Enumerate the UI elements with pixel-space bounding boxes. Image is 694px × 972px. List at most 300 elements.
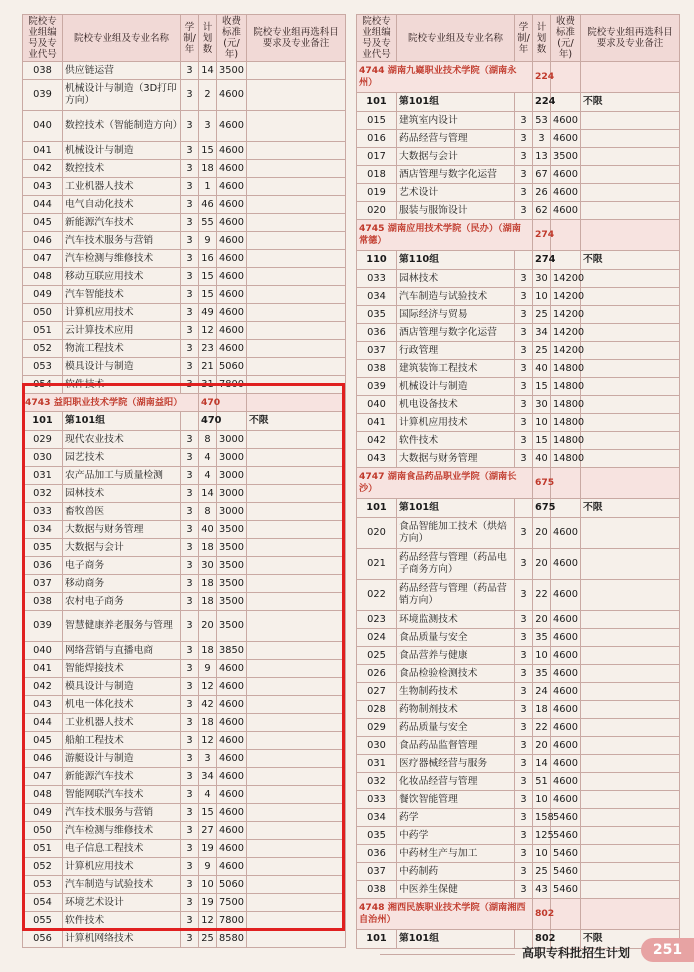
major-fee: 5060 (217, 358, 247, 376)
major-name: 行政管理 (397, 342, 515, 360)
table-row (23, 485, 346, 503)
major-code: 037 (23, 575, 63, 593)
major-name: 计算机应用技术 (63, 304, 181, 322)
major-code: 020 (357, 518, 397, 549)
major-note (247, 503, 346, 521)
major-note (247, 80, 346, 111)
major-plan: 4 (199, 467, 217, 485)
major-note (247, 642, 346, 660)
group-note: 不限 (581, 93, 680, 112)
table-row (23, 858, 346, 876)
major-note (247, 268, 346, 286)
major-years: 3 (515, 396, 533, 414)
major-code: 033 (357, 270, 397, 288)
major-fee: 7800 (217, 912, 247, 930)
major-code: 044 (23, 196, 63, 214)
major-code: 053 (23, 358, 63, 376)
major-fee: 4600 (217, 160, 247, 178)
table-body-right (357, 62, 680, 949)
major-years: 3 (515, 306, 533, 324)
major-name: 中医养生保健 (397, 881, 515, 899)
major-plan: 10 (533, 288, 551, 306)
major-fee: 4600 (551, 719, 581, 737)
major-code: 039 (357, 378, 397, 396)
group-note: 不限 (581, 499, 680, 518)
major-name: 网络营销与直播电商 (63, 642, 181, 660)
major-plan: 22 (533, 580, 551, 611)
major-code: 034 (357, 809, 397, 827)
major-fee: 4600 (217, 286, 247, 304)
table-row (23, 876, 346, 894)
major-years: 3 (515, 324, 533, 342)
major-fee: 3500 (217, 575, 247, 593)
major-plan: 20 (199, 611, 217, 642)
major-fee: 4600 (217, 80, 247, 111)
major-years: 3 (181, 660, 199, 678)
major-note (247, 142, 346, 160)
major-plan: 125 (533, 827, 551, 845)
major-years: 3 (181, 431, 199, 449)
table-row (23, 214, 346, 232)
major-plan: 18 (199, 642, 217, 660)
major-fee: 4600 (217, 250, 247, 268)
group-code: 101 (357, 930, 397, 949)
major-plan: 30 (533, 396, 551, 414)
major-code: 052 (23, 340, 63, 358)
table-row (23, 80, 346, 111)
major-name: 新能源汽车技术 (63, 768, 181, 786)
major-note (247, 467, 346, 485)
table-row (357, 863, 680, 881)
major-years: 3 (181, 858, 199, 876)
major-fee: 3000 (217, 449, 247, 467)
major-name: 食品质量与安全 (397, 629, 515, 647)
group-name: 第101组 (397, 930, 515, 949)
major-name: 食品检验检测技术 (397, 665, 515, 683)
major-years: 3 (181, 196, 199, 214)
table-row (23, 268, 346, 286)
major-note (581, 809, 680, 827)
major-note (247, 214, 346, 232)
major-plan: 67 (533, 166, 551, 184)
major-plan: 35 (533, 665, 551, 683)
major-code: 051 (23, 322, 63, 340)
major-code: 053 (23, 876, 63, 894)
major-note (247, 732, 346, 750)
major-name: 中药学 (397, 827, 515, 845)
major-fee: 4600 (551, 580, 581, 611)
table-row (23, 750, 346, 768)
major-note (247, 196, 346, 214)
major-code: 047 (23, 768, 63, 786)
institution-name: 4747 湖南食品药品职业学院（湖南长沙） (357, 468, 533, 499)
major-note (247, 804, 346, 822)
table-row (23, 768, 346, 786)
table-row (23, 322, 346, 340)
table-row (23, 611, 346, 642)
right-column (356, 14, 680, 949)
major-years: 3 (181, 304, 199, 322)
major-fee: 4600 (217, 678, 247, 696)
major-name: 汽车制造与试验技术 (63, 876, 181, 894)
major-fee: 14800 (551, 378, 581, 396)
major-code: 035 (23, 539, 63, 557)
major-code: 033 (357, 791, 397, 809)
major-note (581, 580, 680, 611)
table-row (357, 701, 680, 719)
major-name: 化妆品经营与管理 (397, 773, 515, 791)
footer-title: 高职专科批招生计划 (522, 946, 631, 960)
major-code: 022 (357, 580, 397, 611)
major-name: 工业机器人技术 (63, 714, 181, 732)
major-years: 3 (515, 737, 533, 755)
major-name: 药品经营与管理（药品营销方向） (397, 580, 515, 611)
major-note (247, 660, 346, 678)
table-row (23, 358, 346, 376)
major-years: 3 (181, 340, 199, 358)
major-note (581, 701, 680, 719)
table-row (23, 840, 346, 858)
major-code: 036 (23, 557, 63, 575)
major-years: 3 (181, 503, 199, 521)
major-years: 3 (181, 160, 199, 178)
major-plan: 55 (199, 214, 217, 232)
major-fee: 4600 (217, 322, 247, 340)
group-code: 101 (357, 499, 397, 518)
major-note (581, 396, 680, 414)
major-code: 035 (357, 306, 397, 324)
major-years: 3 (181, 750, 199, 768)
major-fee: 4600 (217, 822, 247, 840)
major-years: 3 (181, 358, 199, 376)
major-years: 3 (515, 611, 533, 629)
major-name: 船舶工程技术 (63, 732, 181, 750)
major-plan: 15 (199, 804, 217, 822)
major-plan: 1 (199, 178, 217, 196)
major-note (247, 111, 346, 142)
major-note (247, 575, 346, 593)
major-fee: 4600 (217, 214, 247, 232)
major-fee: 14200 (551, 288, 581, 306)
major-fee: 7500 (217, 894, 247, 912)
major-code: 035 (357, 827, 397, 845)
major-code: 040 (357, 396, 397, 414)
major-fee: 5460 (551, 809, 581, 827)
major-fee: 4600 (551, 737, 581, 755)
major-years: 3 (181, 449, 199, 467)
major-name: 机电设备技术 (397, 396, 515, 414)
major-code: 015 (357, 112, 397, 130)
major-years: 3 (515, 809, 533, 827)
major-fee: 4600 (217, 111, 247, 142)
major-plan: 25 (533, 342, 551, 360)
major-name: 汽车检测与维修技术 (63, 822, 181, 840)
table-row (357, 809, 680, 827)
major-name: 食品药品监督管理 (397, 737, 515, 755)
empty-cell (217, 394, 247, 412)
major-name: 供应链运营 (63, 62, 181, 80)
major-code: 056 (23, 930, 63, 948)
table-row (357, 288, 680, 306)
empty-cell (551, 220, 581, 251)
major-plan: 12 (199, 322, 217, 340)
table-row (357, 148, 680, 166)
major-name: 游艇设计与制造 (63, 750, 181, 768)
major-code: 016 (357, 130, 397, 148)
major-fee: 4600 (217, 268, 247, 286)
table-row (23, 286, 346, 304)
major-name: 环境监测技术 (397, 611, 515, 629)
major-note (581, 549, 680, 580)
major-note (247, 678, 346, 696)
major-code: 032 (23, 485, 63, 503)
major-code: 049 (23, 286, 63, 304)
major-fee: 4600 (551, 629, 581, 647)
major-fee: 14800 (551, 360, 581, 378)
major-plan: 26 (533, 184, 551, 202)
major-fee: 14800 (551, 432, 581, 450)
major-years: 3 (515, 432, 533, 450)
major-years: 3 (181, 840, 199, 858)
major-years: 3 (181, 575, 199, 593)
table-row (23, 467, 346, 485)
major-plan: 4 (199, 449, 217, 467)
table-row (23, 232, 346, 250)
table-row (23, 786, 346, 804)
table-row (357, 665, 680, 683)
table-row (23, 822, 346, 840)
major-name: 园林技术 (397, 270, 515, 288)
table-row (23, 449, 346, 467)
table-row (23, 575, 346, 593)
major-plan: 16 (199, 250, 217, 268)
major-plan: 20 (533, 518, 551, 549)
major-code: 039 (23, 611, 63, 642)
major-name: 建筑装饰工程技术 (397, 360, 515, 378)
table-row (357, 719, 680, 737)
table-row (23, 111, 346, 142)
major-fee: 4600 (551, 773, 581, 791)
major-note (247, 340, 346, 358)
major-plan: 21 (199, 358, 217, 376)
table-row (357, 270, 680, 288)
major-plan: 18 (199, 539, 217, 557)
major-fee: 4600 (217, 732, 247, 750)
major-fee: 4600 (217, 768, 247, 786)
major-note (581, 881, 680, 899)
major-name: 中药制药 (397, 863, 515, 881)
major-fee: 4600 (551, 755, 581, 773)
table-row (23, 503, 346, 521)
major-note (247, 485, 346, 503)
major-plan: 15 (199, 286, 217, 304)
major-years: 3 (515, 863, 533, 881)
table-row (23, 732, 346, 750)
group-name: 第110组 (397, 251, 515, 270)
major-code: 055 (23, 912, 63, 930)
major-name: 机械设计与制造 (63, 142, 181, 160)
major-plan: 10 (199, 876, 217, 894)
major-note (581, 130, 680, 148)
major-code: 034 (23, 521, 63, 539)
major-name: 汽车技术服务与营销 (63, 804, 181, 822)
major-name: 环境艺术设计 (63, 894, 181, 912)
table-row (357, 737, 680, 755)
empty-cell (581, 220, 680, 251)
major-note (247, 178, 346, 196)
major-code: 046 (23, 750, 63, 768)
empty-cell (551, 251, 581, 270)
major-code: 032 (357, 773, 397, 791)
major-code: 044 (23, 714, 63, 732)
table-row (357, 324, 680, 342)
major-note (247, 521, 346, 539)
major-plan: 25 (533, 863, 551, 881)
major-note (247, 250, 346, 268)
major-years: 3 (181, 322, 199, 340)
major-note (247, 376, 346, 394)
table-row (23, 160, 346, 178)
table-row (23, 196, 346, 214)
major-note (581, 827, 680, 845)
major-plan: 30 (199, 557, 217, 575)
table-row (357, 755, 680, 773)
major-note (247, 62, 346, 80)
major-fee: 3500 (217, 611, 247, 642)
major-fee: 5460 (551, 827, 581, 845)
empty-cell (247, 394, 346, 412)
major-years: 3 (181, 286, 199, 304)
major-note (247, 696, 346, 714)
major-plan: 3 (533, 130, 551, 148)
major-plan: 18 (533, 701, 551, 719)
table-row (23, 678, 346, 696)
major-note (581, 665, 680, 683)
major-plan: 14 (533, 755, 551, 773)
empty-cell (551, 93, 581, 112)
major-name: 机电一体化技术 (63, 696, 181, 714)
major-code: 048 (23, 786, 63, 804)
group-name: 第101组 (397, 93, 515, 112)
major-note (581, 773, 680, 791)
institution-name: 4748 湘西民族职业技术学院（湖南湘西自治州） (357, 899, 533, 930)
group-row (357, 499, 680, 518)
major-plan: 8 (199, 503, 217, 521)
major-name: 汽车智能技术 (63, 286, 181, 304)
major-name: 酒店管理与数字化运营 (397, 324, 515, 342)
major-note (581, 737, 680, 755)
table-header (23, 15, 346, 62)
table-row (357, 130, 680, 148)
major-note (247, 822, 346, 840)
major-plan: 3 (199, 111, 217, 142)
major-fee: 4600 (217, 304, 247, 322)
table-row (357, 166, 680, 184)
major-years: 3 (515, 791, 533, 809)
major-years: 3 (181, 268, 199, 286)
major-plan: 31 (199, 376, 217, 394)
major-fee: 4600 (217, 196, 247, 214)
major-code: 037 (357, 342, 397, 360)
major-years: 3 (515, 166, 533, 184)
major-name: 工业机器人技术 (63, 178, 181, 196)
major-fee: 5460 (551, 863, 581, 881)
major-code: 030 (23, 449, 63, 467)
major-note (247, 840, 346, 858)
major-plan: 34 (533, 324, 551, 342)
major-note (247, 304, 346, 322)
major-fee: 3000 (217, 431, 247, 449)
major-fee: 14200 (551, 342, 581, 360)
major-note (581, 518, 680, 549)
major-name: 机械设计与制造 (397, 378, 515, 396)
major-note (581, 863, 680, 881)
major-note (247, 286, 346, 304)
major-code: 043 (23, 178, 63, 196)
major-plan: 3 (199, 750, 217, 768)
major-name: 大数据与会计 (63, 539, 181, 557)
major-code: 038 (23, 62, 63, 80)
major-fee: 4600 (551, 184, 581, 202)
major-years: 3 (181, 250, 199, 268)
major-name: 模具设计与制造 (63, 678, 181, 696)
major-plan: 40 (199, 521, 217, 539)
major-note (247, 449, 346, 467)
major-note (247, 876, 346, 894)
table-row (357, 647, 680, 665)
major-plan: 12 (199, 732, 217, 750)
table-row (357, 112, 680, 130)
institution-plan: 224 (533, 62, 551, 93)
empty-cell (581, 899, 680, 930)
major-code: 037 (357, 863, 397, 881)
major-fee: 4600 (217, 178, 247, 196)
major-years: 3 (181, 376, 199, 394)
major-fee: 4600 (217, 696, 247, 714)
table-row (23, 593, 346, 611)
major-fee: 4600 (217, 804, 247, 822)
major-years: 3 (515, 665, 533, 683)
major-name: 药品经营与管理（药品电子商务方向） (397, 549, 515, 580)
major-years: 3 (515, 755, 533, 773)
major-fee: 5460 (551, 881, 581, 899)
group-plan: 802 (533, 930, 551, 949)
major-years: 3 (181, 768, 199, 786)
page-footer (0, 934, 694, 972)
table-row (23, 539, 346, 557)
major-note (247, 611, 346, 642)
major-years: 3 (515, 629, 533, 647)
major-plan: 18 (199, 575, 217, 593)
major-note (247, 714, 346, 732)
institution-plan: 470 (199, 394, 217, 412)
major-name: 汽车技术服务与营销 (63, 232, 181, 250)
major-fee: 3500 (217, 593, 247, 611)
major-fee: 3850 (217, 642, 247, 660)
major-plan: 25 (533, 306, 551, 324)
major-fee: 4600 (551, 130, 581, 148)
major-name: 艺术设计 (397, 184, 515, 202)
header-years: 学制/年 (181, 15, 199, 62)
major-name: 数控技术 (63, 160, 181, 178)
major-name: 汽车检测与维修技术 (63, 250, 181, 268)
major-plan: 34 (199, 768, 217, 786)
major-code: 052 (23, 858, 63, 876)
major-plan: 20 (533, 549, 551, 580)
major-note (247, 358, 346, 376)
major-years: 3 (181, 467, 199, 485)
major-fee: 4600 (551, 112, 581, 130)
